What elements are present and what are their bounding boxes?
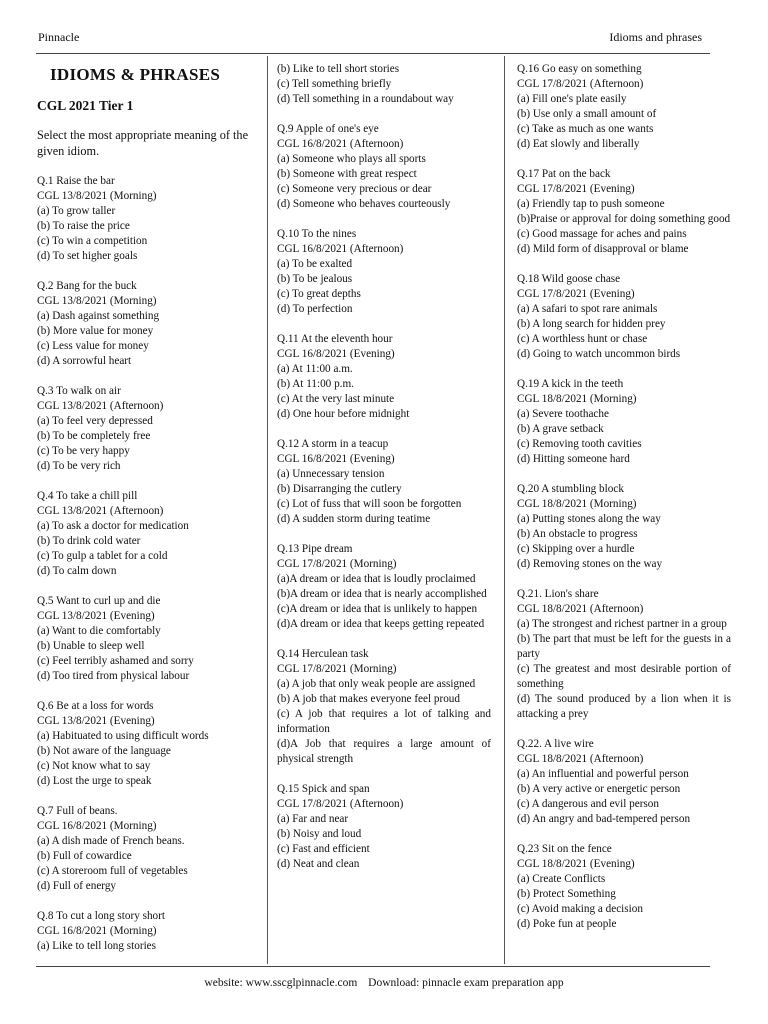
answer-option: (b) To be completely free xyxy=(37,430,151,442)
question-title: Q.16 Go easy on something xyxy=(517,63,642,75)
answer-option: (d) Mild form of disapproval or blame xyxy=(517,243,689,255)
question-title: Q.15 Spick and span xyxy=(277,783,370,795)
header-rule xyxy=(36,53,710,54)
question-title: Q.9 Apple of one's eye xyxy=(277,123,379,135)
column-1-questions xyxy=(37,174,265,954)
answer-option: (c) Not know what to say xyxy=(37,760,151,772)
answer-option: (a) Fill one's plate easily xyxy=(517,93,627,105)
question-source: CGL 13/8/2021 (Morning) xyxy=(37,295,157,307)
question-block xyxy=(517,842,731,932)
question-block xyxy=(37,699,265,789)
question-source: CGL 13/8/2021 (Afternoon) xyxy=(37,505,164,517)
answer-option: (c) At the very last minute xyxy=(277,393,395,405)
answer-option: (d) Neat and clean xyxy=(277,858,360,870)
answer-option: (b) Someone with great respect xyxy=(277,168,417,180)
question-title: Q.18 Wild goose chase xyxy=(517,273,621,285)
answer-option: (b)Praise or approval for doing something good xyxy=(517,213,731,225)
question-block xyxy=(37,174,265,264)
question-title: Q.4 To take a chill pill xyxy=(37,490,138,502)
answer-option: (c) Tell something briefly xyxy=(277,78,392,90)
answer-option: (a) Unnecessary tension xyxy=(277,468,385,480)
question-block xyxy=(517,737,731,827)
answer-option: (b) An obstacle to progress xyxy=(517,528,638,540)
question-title: Q.20 A stumbling block xyxy=(517,483,624,495)
answer-option: (a) An influential and powerful person xyxy=(517,768,689,780)
answer-option: (c) To win a competition xyxy=(37,235,148,247)
answer-option: (b) Use only a small amount of xyxy=(517,108,657,120)
question-block xyxy=(37,489,265,579)
question-title: Q.13 Pipe dream xyxy=(277,543,353,555)
answer-option: (c) Take as much as one wants xyxy=(517,123,654,135)
question-title: Q.19 A kick in the teeth xyxy=(517,378,624,390)
answer-option: (b) Noisy and loud xyxy=(277,828,362,840)
answer-option: (b) A long search for hidden prey xyxy=(517,318,666,330)
question-source: CGL 17/8/2021 (Morning) xyxy=(277,663,397,675)
answer-option: (c) Skipping over a hurdle xyxy=(517,543,635,555)
answer-option: (d) Eat slowly and liberally xyxy=(517,138,640,150)
column-3-questions xyxy=(517,62,731,932)
answer-option: (a) Dash against something xyxy=(37,310,160,322)
question-source: CGL 16/8/2021 (Afternoon) xyxy=(277,138,404,150)
answer-option: (c) Feel terribly ashamed and sorry xyxy=(37,655,194,667)
answer-option: (b)A dream or idea that is nearly accomplished xyxy=(277,588,487,600)
header-brand: Pinnacle xyxy=(38,30,80,44)
answer-option: (a) Someone who plays all sports xyxy=(277,153,426,165)
question-block xyxy=(277,227,491,317)
question-title: Q.2 Bang for the buck xyxy=(37,280,137,292)
answer-option: (c) Removing tooth cavities xyxy=(517,438,642,450)
question-title: Q.1 Raise the bar xyxy=(37,175,115,187)
question-title: Q.17 Pat on the back xyxy=(517,168,611,180)
question-title: Q.14 Herculean task xyxy=(277,648,369,660)
header-topic: Idioms and phrases xyxy=(609,30,702,44)
answer-option: (d) Lost the urge to speak xyxy=(37,775,152,787)
answer-option: (d) An angry and bad-tempered person xyxy=(517,813,691,825)
answer-option: (d) A sorrowful heart xyxy=(37,355,132,367)
answer-option: (c) A storeroom full of vegetables xyxy=(37,865,188,877)
footer-website: website: www.sscglpinnacle.com xyxy=(204,977,358,989)
answer-option: (a) Putting stones along the way xyxy=(517,513,661,525)
answer-option: (c) A dangerous and evil person xyxy=(517,798,659,810)
answer-option: (c) A job that requires a lot of talking and information xyxy=(277,708,491,735)
answer-option: (c) Lot of fuss that will soon be forgotten xyxy=(277,498,462,510)
answer-option: (a) At 11:00 a.m. xyxy=(277,363,353,375)
answer-option: (c) To gulp a tablet for a cold xyxy=(37,550,168,562)
answer-option: (d) Going to watch uncommon birds xyxy=(517,348,681,360)
question-8-continued xyxy=(277,62,491,107)
column-2 xyxy=(277,62,491,887)
answer-option: (a) A job that only weak people are assigned xyxy=(277,678,476,690)
question-block xyxy=(517,377,731,467)
answer-option: (b) At 11:00 p.m. xyxy=(277,378,354,390)
answer-option: (b) Full of cowardice xyxy=(37,850,132,862)
question-title: Q.7 Full of beans. xyxy=(37,805,118,817)
question-source: CGL 18/8/2021 (Morning) xyxy=(517,393,637,405)
question-source: CGL 16/8/2021 (Afternoon) xyxy=(277,243,404,255)
answer-option: (a) Want to die comfortably xyxy=(37,625,161,637)
answer-option: (b) A very active or energetic person xyxy=(517,783,681,795)
question-source: CGL 16/8/2021 (Morning) xyxy=(37,925,157,937)
question-title: Q.12 A storm in a teacup xyxy=(277,438,389,450)
question-block xyxy=(37,384,265,474)
answer-option: (a) Habituated to using difficult words xyxy=(37,730,209,742)
answer-option: (b) Like to tell short stories xyxy=(277,63,400,75)
answer-option: (b) Disarranging the cutlery xyxy=(277,483,402,495)
question-title: Q.11 At the eleventh hour xyxy=(277,333,393,345)
answer-option: (b) More value for money xyxy=(37,325,154,337)
column-2-questions xyxy=(277,122,491,872)
answer-option: (d)A dream or idea that keeps getting repeated xyxy=(277,618,485,630)
instruction-text: Select the most appropriate meaning of the given idiom. xyxy=(37,128,249,158)
answer-option: (b) To be jealous xyxy=(277,273,353,285)
answer-option: (b) Unable to sleep well xyxy=(37,640,145,652)
answer-option: (c) A worthless hunt or chase xyxy=(517,333,648,345)
column-divider-1 xyxy=(267,56,268,964)
question-source: CGL 16/8/2021 (Evening) xyxy=(277,348,395,360)
column-3 xyxy=(517,62,731,947)
answer-option: (a) Severe toothache xyxy=(517,408,609,420)
answer-option: (d) Tell something in a roundabout way xyxy=(277,93,454,105)
question-block xyxy=(277,647,491,767)
question-block xyxy=(37,594,265,684)
question-title: Q.23 Sit on the fence xyxy=(517,843,612,855)
answer-option: (d)A Job that requires a large amount of physical strength xyxy=(277,738,491,765)
answer-option: (a) To ask a doctor for medication xyxy=(37,520,189,532)
answer-option: (a)A dream or idea that is loudly proclaimed xyxy=(277,573,476,585)
answer-option: (c) Good massage for aches and pains xyxy=(517,228,687,240)
question-title: Q.8 To cut a long story short xyxy=(37,910,165,922)
question-title: Q.5 Want to curl up and die xyxy=(37,595,161,607)
answer-option: (c) Less value for money xyxy=(37,340,149,352)
question-block xyxy=(277,782,491,872)
question-block xyxy=(277,332,491,422)
answer-option: (a) Create Conflicts xyxy=(517,873,606,885)
answer-option: (d) To calm down xyxy=(37,565,117,577)
question-source: CGL 18/8/2021 (Afternoon) xyxy=(517,753,644,765)
column-divider-2 xyxy=(504,56,505,964)
answer-option: (d) To set higher goals xyxy=(37,250,138,262)
question-source: CGL 17/8/2021 (Afternoon) xyxy=(517,78,644,90)
document-title: IDIOMS & PHRASES xyxy=(50,65,221,84)
question-block xyxy=(37,909,265,954)
answer-option: (d) Full of energy xyxy=(37,880,117,892)
answer-option: (a) The strongest and richest partner in a group xyxy=(517,618,727,630)
question-block xyxy=(517,587,731,722)
footer-download: Download: pinnacle exam preparation app xyxy=(368,977,564,989)
answer-option: (b) A job that makes everyone feel proud xyxy=(277,693,460,705)
question-source: CGL 18/8/2021 (Afternoon) xyxy=(517,603,644,615)
answer-option: (c) Fast and efficient xyxy=(277,843,370,855)
answer-option: (d) Someone who behaves courteously xyxy=(277,198,451,210)
question-block xyxy=(517,482,731,572)
document-subtitle: CGL 2021 Tier 1 xyxy=(37,98,134,113)
answer-option: (d) Hitting someone hard xyxy=(517,453,630,465)
answer-option: (a) A safari to spot rare animals xyxy=(517,303,658,315)
question-block xyxy=(277,437,491,527)
question-source: CGL 16/8/2021 (Morning) xyxy=(37,820,157,832)
answer-option: (d) The sound produced by a lion when it is attacking a prey xyxy=(517,693,731,720)
answer-option: (a) To feel very depressed xyxy=(37,415,153,427)
question-source: CGL 17/8/2021 (Evening) xyxy=(517,288,635,300)
question-block xyxy=(277,542,491,632)
question-block xyxy=(277,122,491,212)
question-block xyxy=(517,167,731,257)
answer-option: (d) One hour before midnight xyxy=(277,408,410,420)
answer-option: (c) Someone very precious or dear xyxy=(277,183,432,195)
question-title: Q.6 Be at a loss for words xyxy=(37,700,154,712)
answer-option: (b) Not aware of the language xyxy=(37,745,171,757)
question-title: Q.21. Lion's share xyxy=(517,588,599,600)
answer-option: (d) Removing stones on the way xyxy=(517,558,663,570)
question-source: CGL 17/8/2021 (Afternoon) xyxy=(277,798,404,810)
question-source: CGL 17/8/2021 (Evening) xyxy=(517,183,635,195)
answer-option: (d) To be very rich xyxy=(37,460,121,472)
question-source: CGL 18/8/2021 (Evening) xyxy=(517,858,635,870)
answer-option: (b) A grave setback xyxy=(517,423,604,435)
answer-option: (d) To perfection xyxy=(277,303,353,315)
answer-option: (d) Too tired from physical labour xyxy=(37,670,190,682)
answer-option: (a) To be exalted xyxy=(277,258,353,270)
answer-option: (a) A dish made of French beans. xyxy=(37,835,185,847)
answer-option: (d) Poke fun at people xyxy=(517,918,617,930)
answer-option: (c) To great depths xyxy=(277,288,361,300)
question-source: CGL 17/8/2021 (Morning) xyxy=(277,558,397,570)
column-1 xyxy=(37,62,265,969)
question-source: CGL 13/8/2021 (Evening) xyxy=(37,610,155,622)
footer xyxy=(0,977,768,989)
question-source: CGL 13/8/2021 (Afternoon) xyxy=(37,400,164,412)
question-title: Q.10 To the nines xyxy=(277,228,357,240)
question-title: Q.3 To walk on air xyxy=(37,385,121,397)
answer-option: (d) A sudden storm during teatime xyxy=(277,513,431,525)
question-source: CGL 13/8/2021 (Evening) xyxy=(37,715,155,727)
answer-option: (b) The part that must be left for the guests in a party xyxy=(517,633,731,660)
answer-option: (a) Like to tell long stories xyxy=(37,940,156,952)
question-block xyxy=(517,62,731,152)
answer-option: (c) To be very happy xyxy=(37,445,130,457)
question-source: CGL 13/8/2021 (Morning) xyxy=(37,190,157,202)
footer-rule xyxy=(36,966,710,967)
answer-option: (a) To grow taller xyxy=(37,205,116,217)
answer-option: (c)A dream or idea that is unlikely to happen xyxy=(277,603,478,615)
answer-option: (a) Friendly tap to push someone xyxy=(517,198,665,210)
answer-option: (a) Far and near xyxy=(277,813,349,825)
answer-option: (b) To raise the price xyxy=(37,220,130,232)
answer-option: (b) To drink cold water xyxy=(37,535,141,547)
question-block xyxy=(37,279,265,369)
question-block xyxy=(517,272,731,362)
answer-option: (c) The greatest and most desirable portion of something xyxy=(517,663,731,690)
question-title: Q.22. A live wire xyxy=(517,738,594,750)
question-source: CGL 16/8/2021 (Evening) xyxy=(277,453,395,465)
answer-option: (b) Protect Something xyxy=(517,888,616,900)
question-source: CGL 18/8/2021 (Morning) xyxy=(517,498,637,510)
question-block xyxy=(37,804,265,894)
answer-option: (c) Avoid making a decision xyxy=(517,903,643,915)
